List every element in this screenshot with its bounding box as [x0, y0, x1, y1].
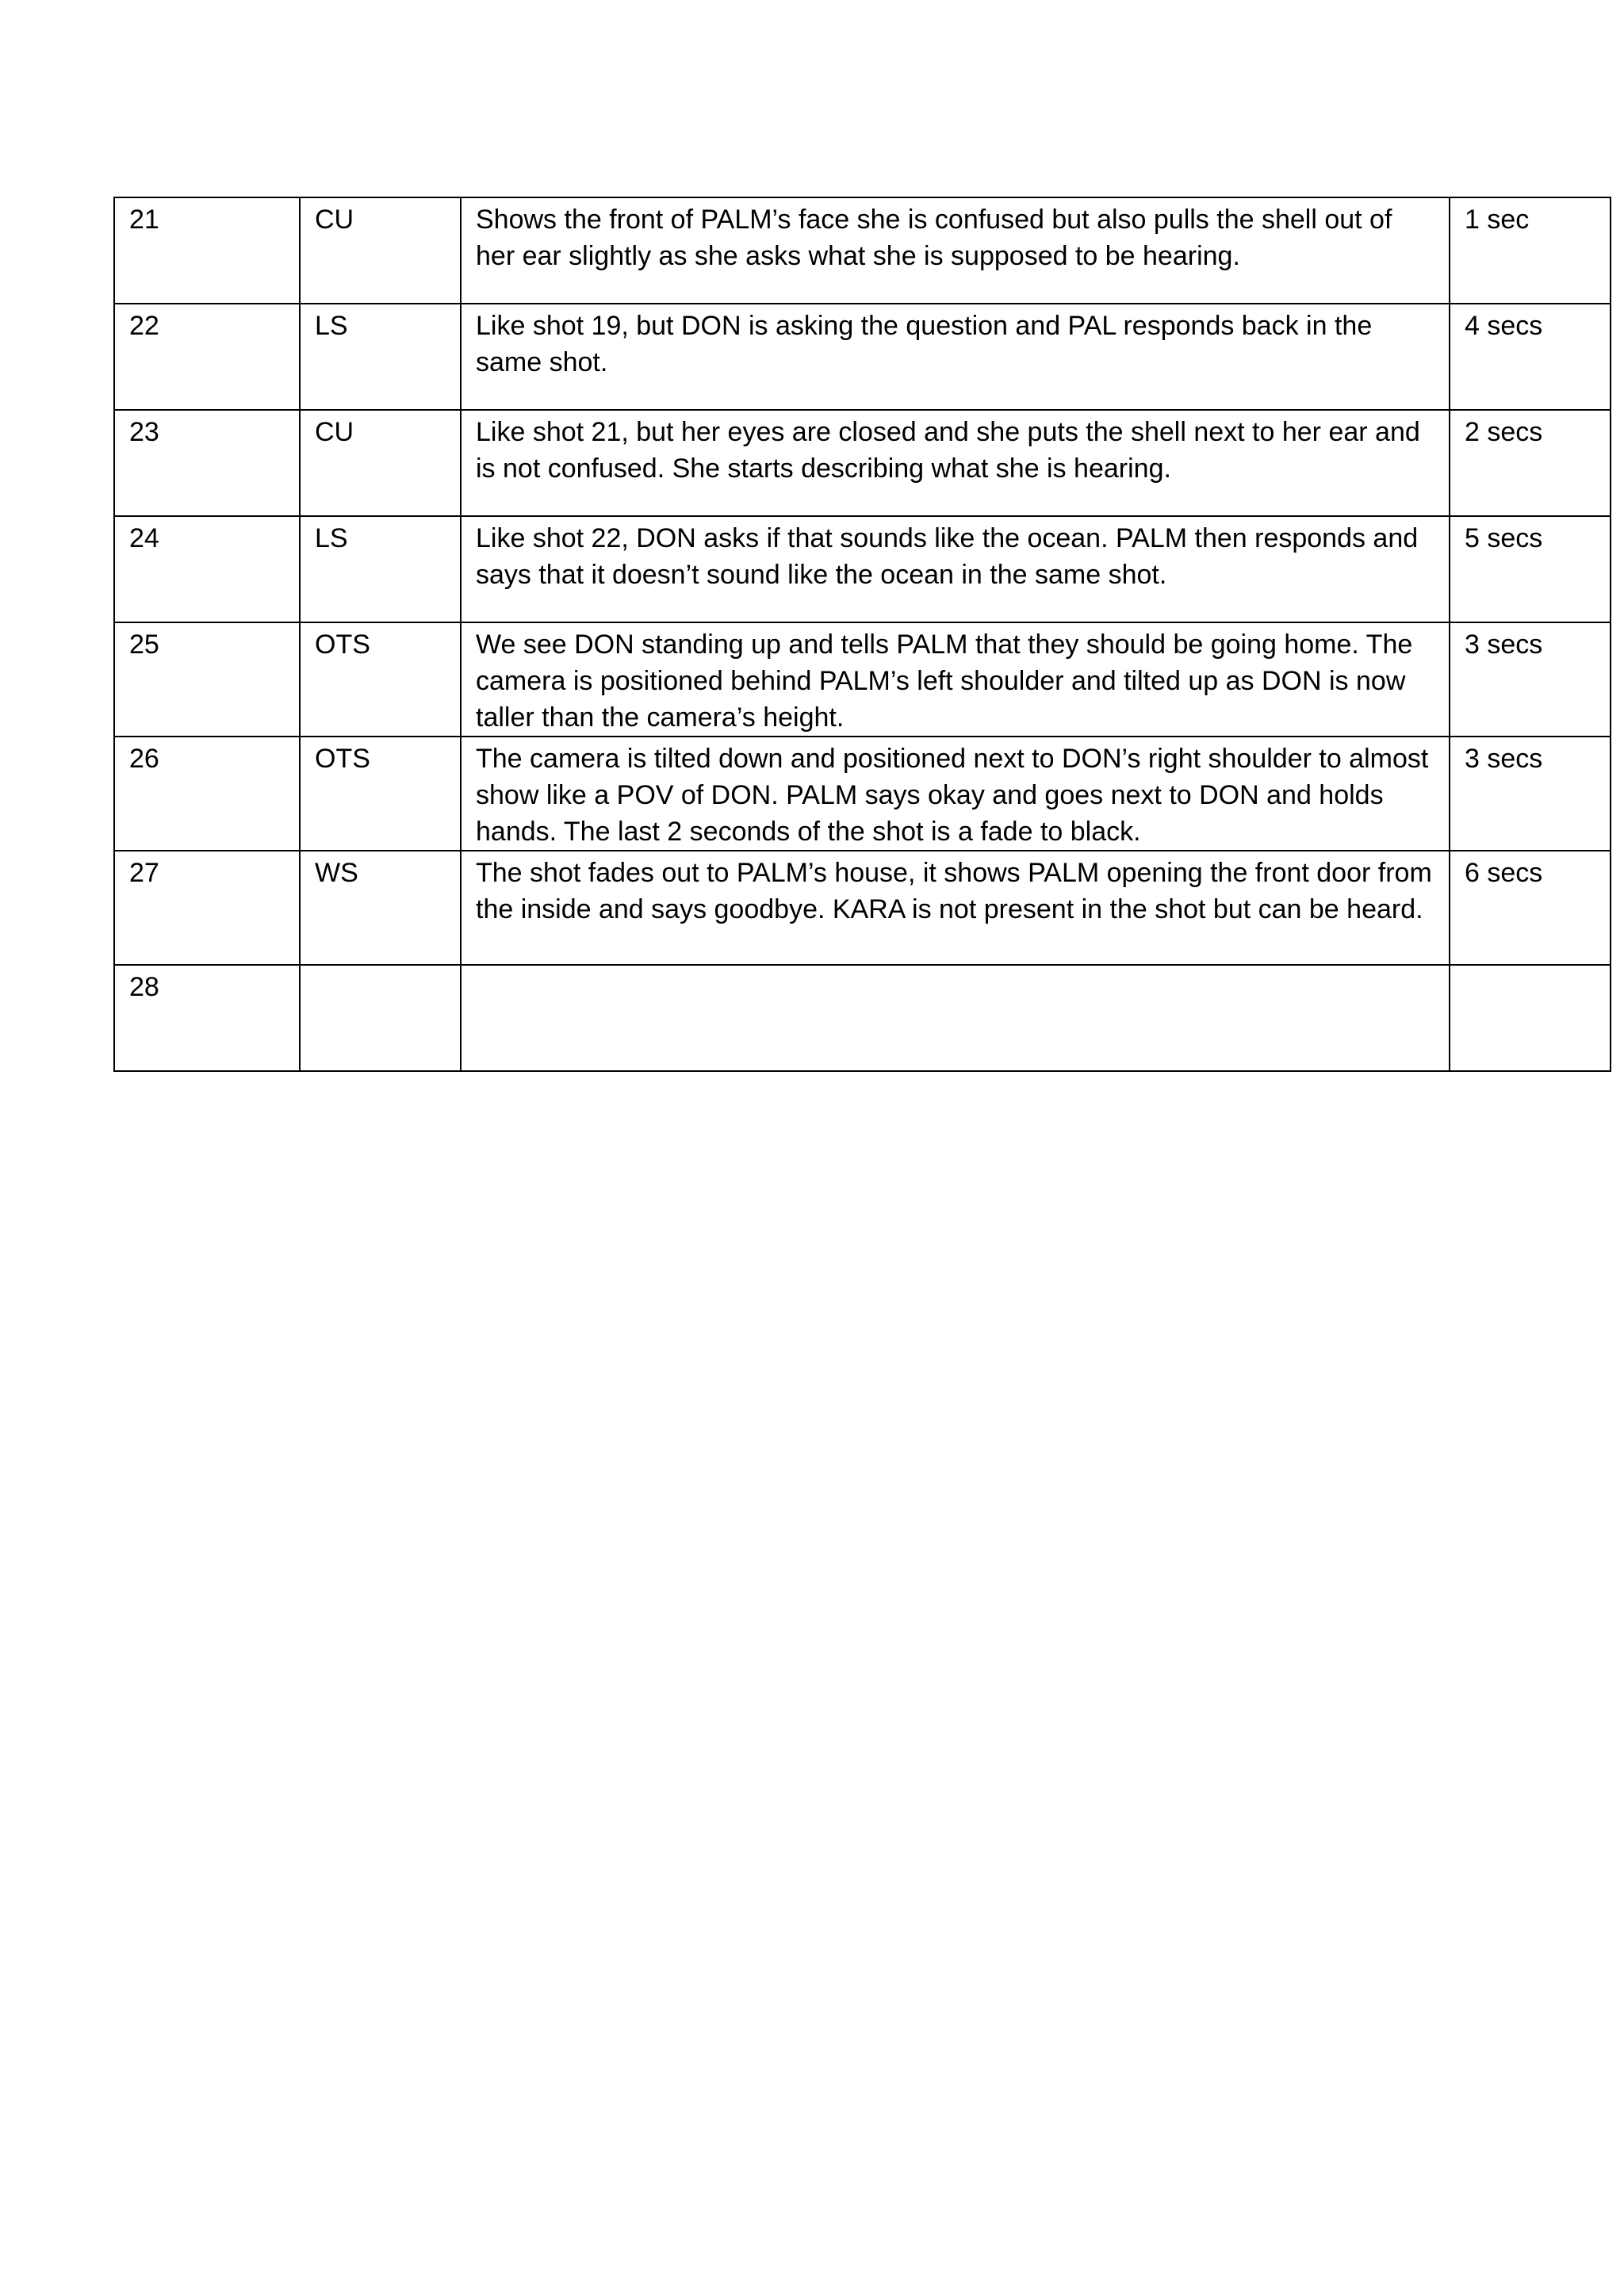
shot-duration-cell: 3 secs [1450, 737, 1611, 851]
table-row [114, 965, 1611, 1071]
shot-number-cell: 24 [114, 516, 300, 622]
shot-number-cell: 25 [114, 622, 300, 737]
table-row [114, 410, 1611, 516]
table-row [114, 851, 1611, 965]
table-row [114, 622, 1611, 737]
shot-type-cell [300, 965, 461, 1071]
shot-number-cell: 26 [114, 737, 300, 851]
shot-type-cell: OTS [300, 737, 461, 851]
shot-duration-cell: 6 secs [1450, 851, 1611, 965]
shot-number-cell: 21 [114, 197, 300, 304]
shot-description-cell: The shot fades out to PALM’s house, it shows PALM opening the front door from the inside and says goodbye. KARA is not present in the shot but can be heard. [461, 851, 1450, 965]
shot-list-table [113, 197, 1611, 1072]
table-row [114, 197, 1611, 304]
shot-description-cell: Like shot 19, but DON is asking the question and PAL responds back in the same shot. [461, 304, 1450, 410]
shot-duration-cell [1450, 965, 1611, 1071]
shot-description-cell: The camera is tilted down and positioned next to DON’s right shoulder to almost show like a POV of DON. PALM says okay and goes next to DON and holds hands. The last 2 seconds of the shot is a fade to black. [461, 737, 1450, 851]
shot-duration-cell: 2 secs [1450, 410, 1611, 516]
shot-number-cell: 22 [114, 304, 300, 410]
shot-type-cell: LS [300, 516, 461, 622]
shot-description-cell: Shows the front of PALM’s face she is confused but also pulls the shell out of her ear slightly as she asks what she is supposed to be hearing. [461, 197, 1450, 304]
shot-type-cell: CU [300, 410, 461, 516]
shot-duration-cell: 1 sec [1450, 197, 1611, 304]
shot-duration-cell: 5 secs [1450, 516, 1611, 622]
table-row [114, 516, 1611, 622]
shot-description-cell: Like shot 22, DON asks if that sounds like the ocean. PALM then responds and says that it doesn’t sound like the ocean in the same shot. [461, 516, 1450, 622]
shot-description-cell [461, 965, 1450, 1071]
shot-type-cell: LS [300, 304, 461, 410]
shot-number-cell: 27 [114, 851, 300, 965]
shot-number-cell: 23 [114, 410, 300, 516]
shot-description-cell: We see DON standing up and tells PALM that they should be going home. The camera is positioned behind PALM’s left shoulder and tilted up as DON is now taller than the camera’s height. [461, 622, 1450, 737]
shot-description-cell: Like shot 21, but her eyes are closed and she puts the shell next to her ear and is not confused. She starts describing what she is hearing. [461, 410, 1450, 516]
shot-type-cell: CU [300, 197, 461, 304]
shot-number-cell: 28 [114, 965, 300, 1071]
shot-type-cell: WS [300, 851, 461, 965]
shot-type-cell: OTS [300, 622, 461, 737]
shot-duration-cell: 4 secs [1450, 304, 1611, 410]
table-row [114, 304, 1611, 410]
shot-duration-cell: 3 secs [1450, 622, 1611, 737]
table-row [114, 737, 1611, 851]
